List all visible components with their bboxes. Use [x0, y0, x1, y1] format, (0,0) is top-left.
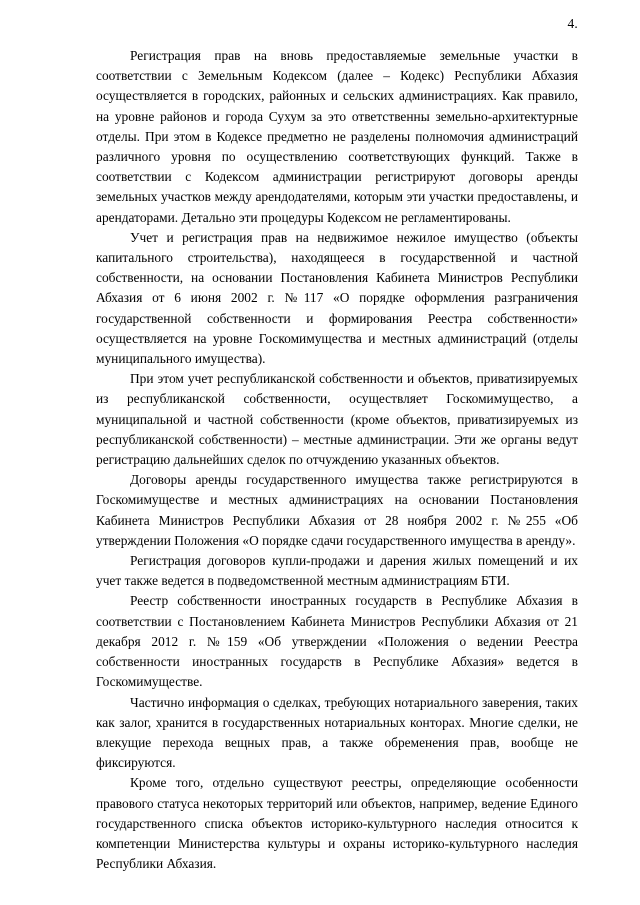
page-number: 4.: [567, 16, 578, 31]
paragraph: Договоры аренды государственного имущества также регистрируются в Госкомимуществе и местных администрациях на основании Постановления Кабинета Министров Республики Абхазия от 28 ноября 2002 г. №255 «Об утверждении Положения «О порядке сдачи государственного имущества в аренду».: [96, 472, 578, 548]
paragraph: Частично информация о сделках, требующих нотариального заверения, таких как залог, хранится в государственных нотариальных конторах. Многие сделки, не влекущие перехода вещных прав, а также обременения прав, вообще не фиксируются.: [96, 694, 578, 771]
paragraph: Регистрация прав на вновь предоставляемые земельные участки в соответствии с Земельным Кодексом (далее – Кодекс) Республики Абхазия осуществляется в городских, районных и сельских администрациях. Как правило, на уровне районов и города Сухум за это ответственны земельно-архитектурные отделы. При этом в Кодексе предметно не разделены полномочия администраций различного уровня по осуществлению соответствующих функций. Также в соответствии с Кодексом администрации регистрируют договоры аренды земельных участков между арендодателями, которым эти участки предоставлены, и арендаторами. Детально эти процедуры Кодексом не регламентированы.: [96, 48, 578, 225]
paragraph: Кроме того, отдельно существуют реестры, определяющие особенности правового статуса некоторых территорий или объектов, например, ведение Единого государственного списка объектов историко-культурного наследия относится к компетенции Министерства культуры и охраны историко-культурного наследия Республики Абхазия.: [96, 775, 578, 872]
paragraph: При этом учет республиканской собственности и объектов, приватизируемых из республиканской собственности, осуществляет Госкомимущество, а муниципальной и частной собственности (кроме объектов, приватизируемых из республиканской собственности) – местные администрации. Эти же органы ведут регистрацию дальнейших сделок по отчуждению указанных объектов.: [96, 371, 578, 468]
paragraph: Реестр собственности иностранных государств в Республике Абхазия в соответствии с Постановлением Кабинета Министров Республики Абхазия от 21 декабря 2012 г. №159 «Об утверждении «Положения о ведении Реестра собственности иностранных государств в Республике Абхазия» ведется в Госкомимуществе.: [96, 593, 578, 690]
document-body: [96, 46, 578, 874]
paragraph: Регистрация договоров купли-продажи и дарения жилых помещений и их учет также ведется в подведомственной местным администрациям БТИ.: [96, 553, 578, 589]
paragraph: Учет и регистрация прав на недвижимое нежилое имущество (объекты капитального строительства), находящееся в государственной и частной собственности, на основании Постановления Кабинета Министров Республики Абхазия от 6 июня 2002 г. №117 «О порядке оформления разграничения государственной собственности и формирования Реестра собственности» осуществляется на уровне Госкомимущества и местных администраций (отделы муниципального имущества).: [96, 229, 578, 367]
